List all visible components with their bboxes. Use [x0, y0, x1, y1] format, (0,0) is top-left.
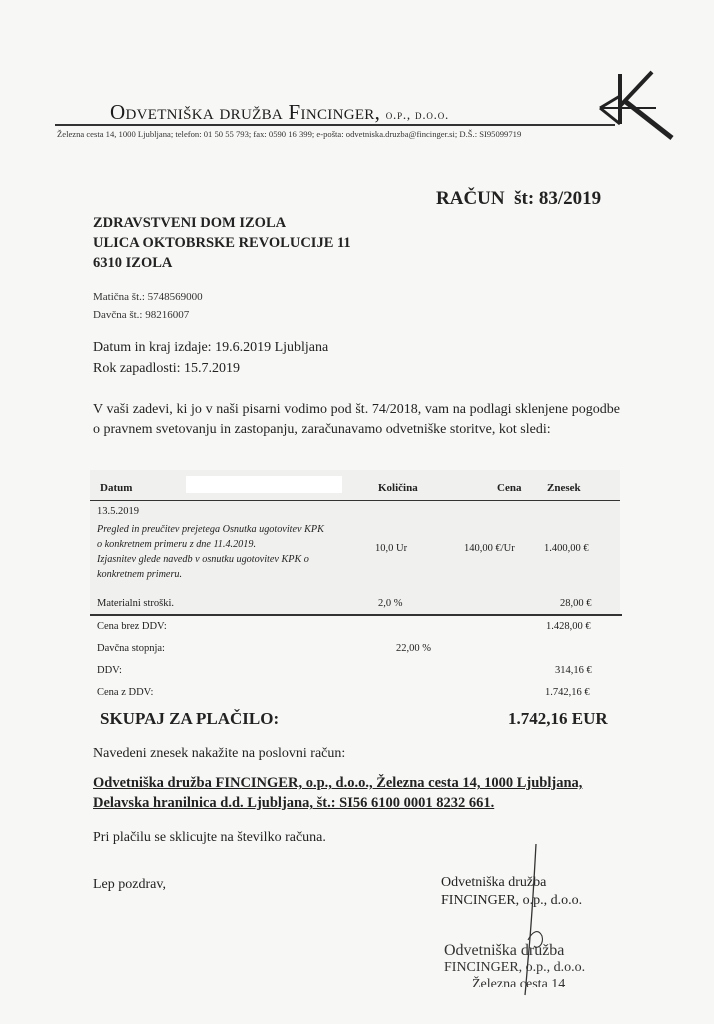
net-label: Cena brez DDV: — [97, 621, 167, 632]
col-header-price: Cena — [497, 482, 522, 494]
vat-label: DDV: — [97, 665, 122, 676]
redaction-box — [186, 476, 342, 493]
table-header-rule — [90, 500, 620, 501]
net-value: 1.428,00 € — [546, 621, 591, 632]
desc-line: o konkretnem primeru z dne 11.4.2019. — [97, 539, 257, 550]
vat-value: 314,16 € — [555, 665, 592, 676]
total-value: 1.742,16 EUR — [508, 709, 608, 728]
payment-reference: Pri plačilu se sklicujte na številko računa. — [93, 830, 326, 845]
due-date: Rok zapadlosti: 15.7.2019 — [93, 361, 240, 376]
material-amount: 28,00 € — [560, 598, 592, 609]
total-label: SKUPAJ ZA PLAČILO: — [100, 709, 280, 728]
row-date: 13.5.2019 — [97, 506, 139, 517]
header-rule — [55, 124, 615, 126]
intro-paragraph: V vaši zadevi, ki jo v naši pisarni vodimo pod št. 74/2018, vam na podlagi sklenjene pogodbe o pravnem svetovanju in zastopanju, zaračunavamo odvetniške storitve, kot sledi: — [93, 402, 620, 437]
firm-name-suffix: o.p., d.o.o. — [385, 107, 450, 122]
desc-line: konkretnem primeru. — [97, 569, 183, 580]
invoice-title — [436, 188, 601, 210]
table-total-rule — [90, 614, 622, 616]
company-stamp — [444, 942, 585, 987]
row-qty: 10,0 Ur — [375, 543, 408, 554]
payment-instruction: Navedeni znesek nakažite na poslovni račun: — [93, 746, 346, 761]
greeting: Lep pozdrav, — [93, 877, 166, 892]
bank-line-2: Delavska hranilnica d.d. Ljubljana, št.: SI56 6100 0001 8232 661. — [93, 795, 495, 811]
recipient-address — [93, 213, 351, 273]
rate-label: Davčna stopnja: — [97, 643, 165, 654]
row-price: 140,00 €/Ur — [464, 543, 515, 554]
invoice-dates — [93, 337, 328, 379]
tax-number: Davčna št.: 98216007 — [93, 309, 190, 321]
row-description — [97, 522, 324, 582]
bank-details — [93, 773, 582, 813]
recipient-name: ZDRAVSTVENI DOM IZOLA — [93, 215, 287, 231]
material-qty: 2,0 % — [378, 598, 403, 609]
issue-date: Datum in kraj izdaje: 19.6.2019 Ljubljana — [93, 340, 329, 355]
gross-label: Cena z DDV: — [97, 687, 154, 698]
desc-line: Izjasnitev glede navedb v osnutku ugotovitev KPK o — [97, 554, 309, 565]
col-header-amount: Znesek — [547, 482, 581, 494]
bank-line-1: Odvetniška družba FINCINGER, o.p., d.o.o., Železna cesta 14, 1000 Ljubljana, — [93, 775, 583, 791]
signatory-line-2: FINCINGER, o.p., d.o.o. — [441, 893, 583, 908]
stamp-line-3: Železna cesta 14 — [472, 977, 566, 987]
signatory-line-1: Odvetniška družba — [441, 875, 547, 890]
rate-value: 22,00 % — [396, 643, 431, 654]
firm-name: Odvetniška družba Fincinger, o.p., d.o.o. — [110, 100, 450, 124]
stamp-line-2: FINCINGER, o.p., d.o.o. — [444, 960, 586, 975]
contact-line: Železna cesta 14, 1000 Ljubljana; telefon: 01 50 55 793; fax: 0590 16 399; e-pošta: odvetniska.druzba@fincinger.si; D.Š.: SI95099719 — [57, 129, 522, 139]
row-amount: 1.400,00 € — [544, 543, 589, 554]
firm-name-main: Odvetniška družba Fincinger — [110, 100, 375, 124]
recipient-street: ULICA OKTOBRSKE REVOLUCIJE 11 — [93, 235, 351, 251]
col-header-date: Datum — [100, 482, 133, 494]
recipient-city: 6310 IZOLA — [93, 255, 173, 271]
recipient-ids — [93, 288, 203, 324]
stamp-line-1: Odvetniška družba — [444, 942, 565, 959]
invoice-label: RAČUN — [436, 188, 505, 209]
material-desc: Materialni stroški. — [97, 598, 174, 609]
gross-value: 1.742,16 € — [545, 687, 590, 698]
registration-number: Matična št.: 5748569000 — [93, 291, 203, 303]
fk-monogram-icon — [596, 66, 680, 142]
invoice-number: št: 83/2019 — [514, 188, 602, 209]
desc-line: Pregled in preučitev prejetega Osnutka ugotovitev KPK — [97, 524, 324, 535]
col-header-qty: Količina — [378, 482, 418, 494]
